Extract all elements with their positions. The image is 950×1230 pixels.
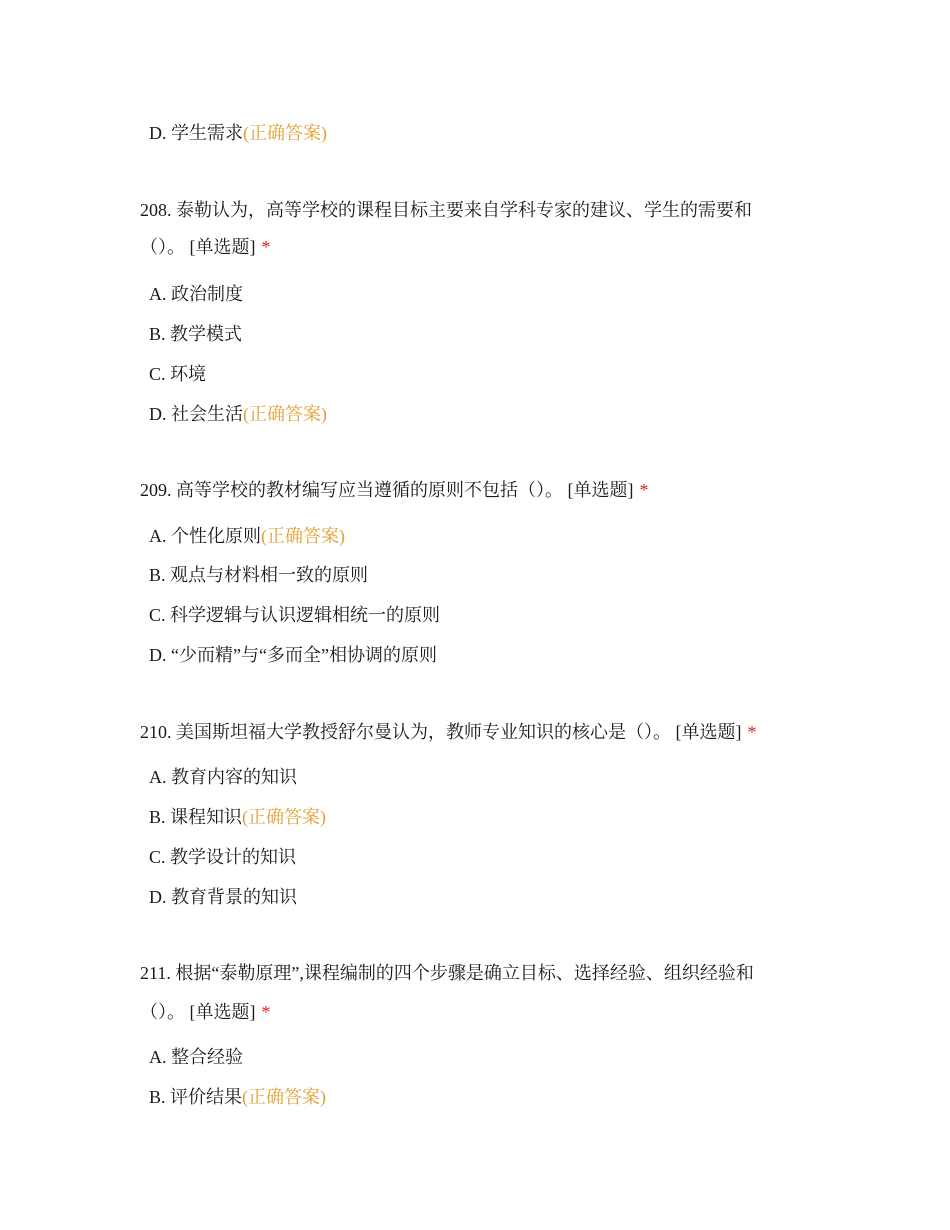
option-label: C. 科学逻辑与认识逻辑相统一的原则 xyxy=(149,605,441,625)
question-type: [单选题] xyxy=(567,480,634,500)
correct-answer-marker: (正确答案) xyxy=(242,807,327,827)
option-label: B. 评价结果 xyxy=(149,1087,243,1107)
option-label: B. 课程知识 xyxy=(149,807,243,827)
option-label: A. 政治制度 xyxy=(149,284,243,304)
option-label: C. 教学设计的知识 xyxy=(149,847,297,867)
option-item xyxy=(149,643,437,667)
option-item xyxy=(149,322,242,346)
question-title xyxy=(140,198,752,222)
correct-answer-marker: (正确答案) xyxy=(243,123,327,143)
option-item xyxy=(149,1085,326,1109)
question-title-continued xyxy=(140,1000,271,1024)
option-label: B. 观点与材料相一致的原则 xyxy=(149,565,369,585)
option-item xyxy=(149,121,327,145)
option-item xyxy=(149,524,345,548)
option-item xyxy=(149,603,440,627)
correct-answer-marker: (正确答案) xyxy=(243,404,327,424)
question-title xyxy=(140,720,757,744)
option-label: B. 教学模式 xyxy=(149,324,243,344)
option-item xyxy=(149,282,243,306)
question-number: 208. xyxy=(140,200,172,220)
required-marker: * xyxy=(261,237,271,257)
required-marker: * xyxy=(747,722,757,742)
option-item xyxy=(149,402,327,426)
option-label: D. 教育背景的知识 xyxy=(149,887,297,907)
required-marker: * xyxy=(261,1002,271,1022)
correct-answer-marker: (正确答案) xyxy=(242,1087,327,1107)
question-text: 高等学校的教材编写应当遵循的原则不包括（）。 xyxy=(176,480,563,500)
question-text: （）。 xyxy=(140,1002,185,1022)
option-label: D. 学生需求 xyxy=(149,123,243,143)
option-label: A. 整合经验 xyxy=(149,1047,243,1067)
question-title-continued xyxy=(140,235,271,259)
question-text: （）。 xyxy=(140,237,185,257)
option-item xyxy=(149,805,326,829)
option-item xyxy=(149,765,297,789)
option-label: A. 教育内容的知识 xyxy=(149,767,297,787)
correct-answer-marker: (正确答案) xyxy=(261,526,345,546)
option-item xyxy=(149,362,206,386)
question-type: [单选题] xyxy=(189,1002,256,1022)
option-item xyxy=(149,563,368,587)
question-number: 209. xyxy=(140,480,172,500)
question-text: 泰勒认为，高等学校的课程目标主要来自学科专家的建议、学生的需要和 xyxy=(176,200,752,220)
question-title xyxy=(140,961,754,985)
option-label: A. 个性化原则 xyxy=(149,526,261,546)
question-text: 根据“泰勒原理”,课程编制的四个步骤是确立目标、选择经验、组织经验和 xyxy=(175,963,754,983)
option-label: D. 社会生活 xyxy=(149,404,243,424)
option-label: C. 环境 xyxy=(149,364,207,384)
option-label: D. “少而精”与“多而全”相协调的原则 xyxy=(149,645,437,665)
question-title xyxy=(140,478,649,502)
option-item xyxy=(149,845,296,869)
question-number: 211. xyxy=(140,963,171,983)
question-text: 美国斯坦福大学教授舒尔曼认为，教师专业知识的核心是（）。 xyxy=(176,722,671,742)
question-type: [单选题] xyxy=(675,722,742,742)
option-item xyxy=(149,1045,243,1069)
question-type: [单选题] xyxy=(189,237,256,257)
question-number: 210. xyxy=(140,722,172,742)
option-item xyxy=(149,885,297,909)
required-marker: * xyxy=(639,480,649,500)
